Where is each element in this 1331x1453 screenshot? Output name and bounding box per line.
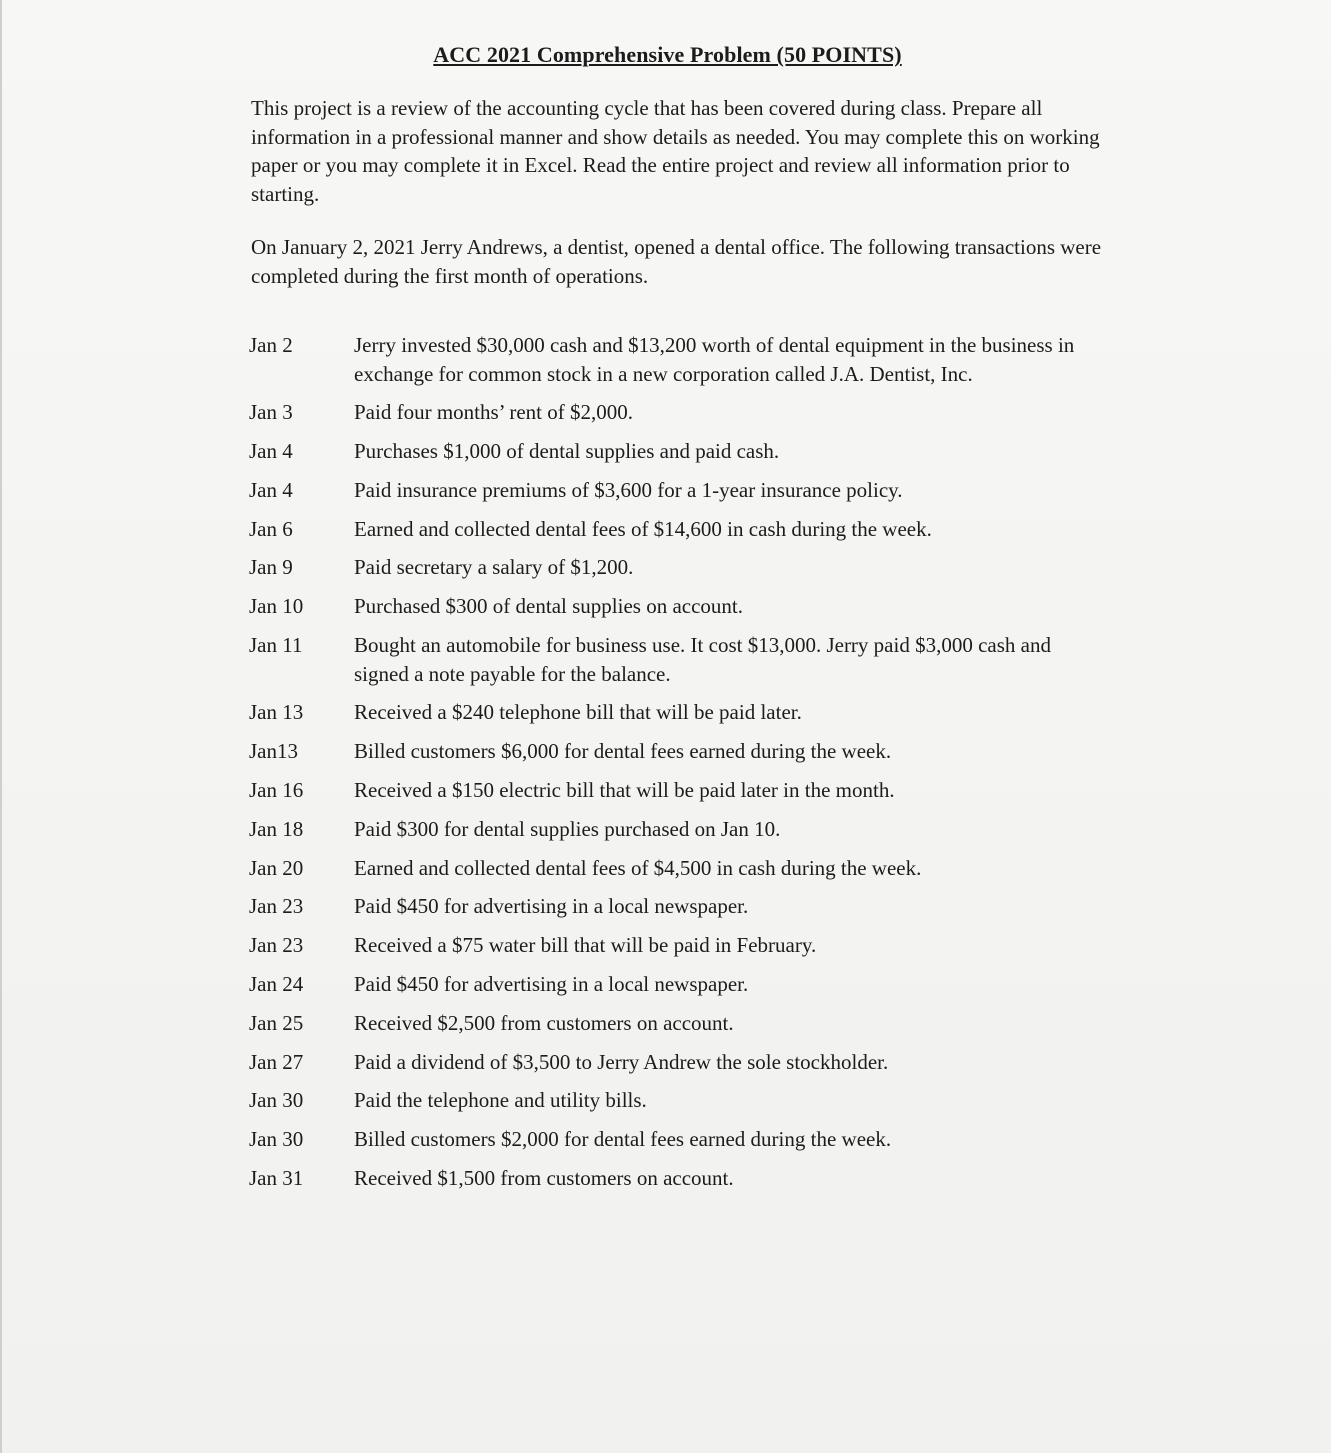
transaction-date: Jan 18 [249, 816, 304, 841]
transaction-description: Paid $450 for advertising in a local newspaper. [354, 894, 749, 919]
transaction-description: Paid the telephone and utility bills. [354, 1088, 647, 1113]
transaction-row [249, 737, 1109, 766]
transaction-description: Bought an automobile for business use. It cost $13,000. Jerry paid $3,000 cash and signed a note payable for the balance. [354, 633, 1051, 686]
transaction-date: Jan 27 [249, 1049, 304, 1074]
scenario-paragraph: On January 2, 2021 Jerry Andrews, a dentist, opened a dental office. The following transactions were completed during the first month of operations. [251, 235, 1102, 288]
transaction-date: Jan 3 [249, 400, 293, 425]
transaction-row [249, 1048, 1109, 1077]
transaction-description: Received a $75 water bill that will be paid in February. [354, 933, 817, 958]
transaction-description: Billed customers $6,000 for dental fees earned during the week. [354, 739, 892, 764]
transaction-row [249, 515, 1109, 544]
transaction-description: Paid $450 for advertising in a local newspaper. [354, 971, 749, 996]
transaction-row [249, 815, 1109, 844]
transaction-date: Jan 25 [249, 1010, 304, 1035]
transaction-description: Paid secretary a salary of $1,200. [354, 555, 634, 580]
transaction-row [249, 1164, 1109, 1193]
transaction-description: Received a $150 electric bill that will be paid later in the month. [354, 777, 895, 802]
transaction-row [249, 437, 1109, 466]
transaction-date: Jan 11 [249, 633, 303, 658]
transaction-date: Jan 16 [249, 777, 304, 802]
transaction-date: Jan 20 [249, 855, 304, 880]
transaction-description: Paid $300 for dental supplies purchased on Jan 10. [354, 816, 781, 841]
transaction-date: Jan 6 [249, 516, 293, 541]
transaction-date: Jan 9 [249, 555, 293, 580]
transaction-row [249, 931, 1109, 960]
transaction-date: Jan 23 [249, 933, 304, 958]
transaction-date: Jan 10 [249, 594, 304, 619]
transaction-description: Purchases $1,000 of dental supplies and paid cash. [354, 439, 780, 464]
transaction-description: Received $2,500 from customers on account. [354, 1010, 734, 1035]
transaction-row [249, 1009, 1109, 1038]
transaction-date: Jan 23 [249, 894, 304, 919]
transaction-date: Jan 30 [249, 1088, 304, 1113]
transaction-list [249, 331, 1109, 1203]
transaction-description: Jerry invested $30,000 cash and $13,200 worth of dental equipment in the business in exchange for common stock in a new corporation called J.A. Dentist, Inc. [354, 333, 1075, 386]
transaction-date: Jan 31 [249, 1165, 304, 1190]
transaction-description: Paid a dividend of $3,500 to Jerry Andrew the sole stockholder. [354, 1049, 889, 1074]
transaction-date: Jan 13 [249, 700, 304, 725]
transaction-row [249, 776, 1109, 805]
document-title: ACC 2021 Comprehensive Problem (50 POINTS) [433, 42, 902, 67]
transaction-date: Jan 4 [249, 477, 293, 502]
transaction-row [249, 1086, 1109, 1115]
transaction-row [249, 631, 1109, 688]
transaction-date: Jan 30 [249, 1127, 304, 1152]
transaction-row [249, 892, 1109, 921]
transaction-row [249, 553, 1109, 582]
transaction-row [249, 854, 1109, 883]
transaction-row [249, 331, 1109, 388]
transaction-description: Received a $240 telephone bill that will be paid later. [354, 700, 802, 725]
transaction-date: Jan13 [249, 739, 298, 764]
transaction-row [249, 476, 1109, 505]
transaction-description: Earned and collected dental fees of $14,600 in cash during the week. [354, 516, 932, 541]
transaction-description: Paid four months’ rent of $2,000. [354, 400, 633, 425]
transaction-description: Billed customers $2,000 for dental fees earned during the week. [354, 1127, 892, 1152]
transaction-row [249, 398, 1109, 427]
transaction-date: Jan 2 [249, 333, 293, 357]
transaction-row [249, 592, 1109, 621]
transaction-description: Earned and collected dental fees of $4,500 in cash during the week. [354, 855, 922, 880]
transaction-description: Purchased $300 of dental supplies on account. [354, 594, 743, 619]
transaction-description: Paid insurance premiums of $3,600 for a 1-year insurance policy. [354, 477, 903, 502]
transaction-description: Received $1,500 from customers on account. [354, 1165, 734, 1190]
transaction-row [249, 970, 1109, 999]
transaction-row [249, 1125, 1109, 1154]
intro-paragraph: This project is a review of the accounting cycle that has been covered during class. Prepare all information in a professional manner and show details as needed. You may complete this on working paper or you may complete it in Excel. Read the entire project and review all information prior to starting. [251, 96, 1100, 206]
transaction-date: Jan 4 [249, 439, 293, 464]
transaction-row [249, 698, 1109, 727]
transaction-date: Jan 24 [249, 971, 304, 996]
